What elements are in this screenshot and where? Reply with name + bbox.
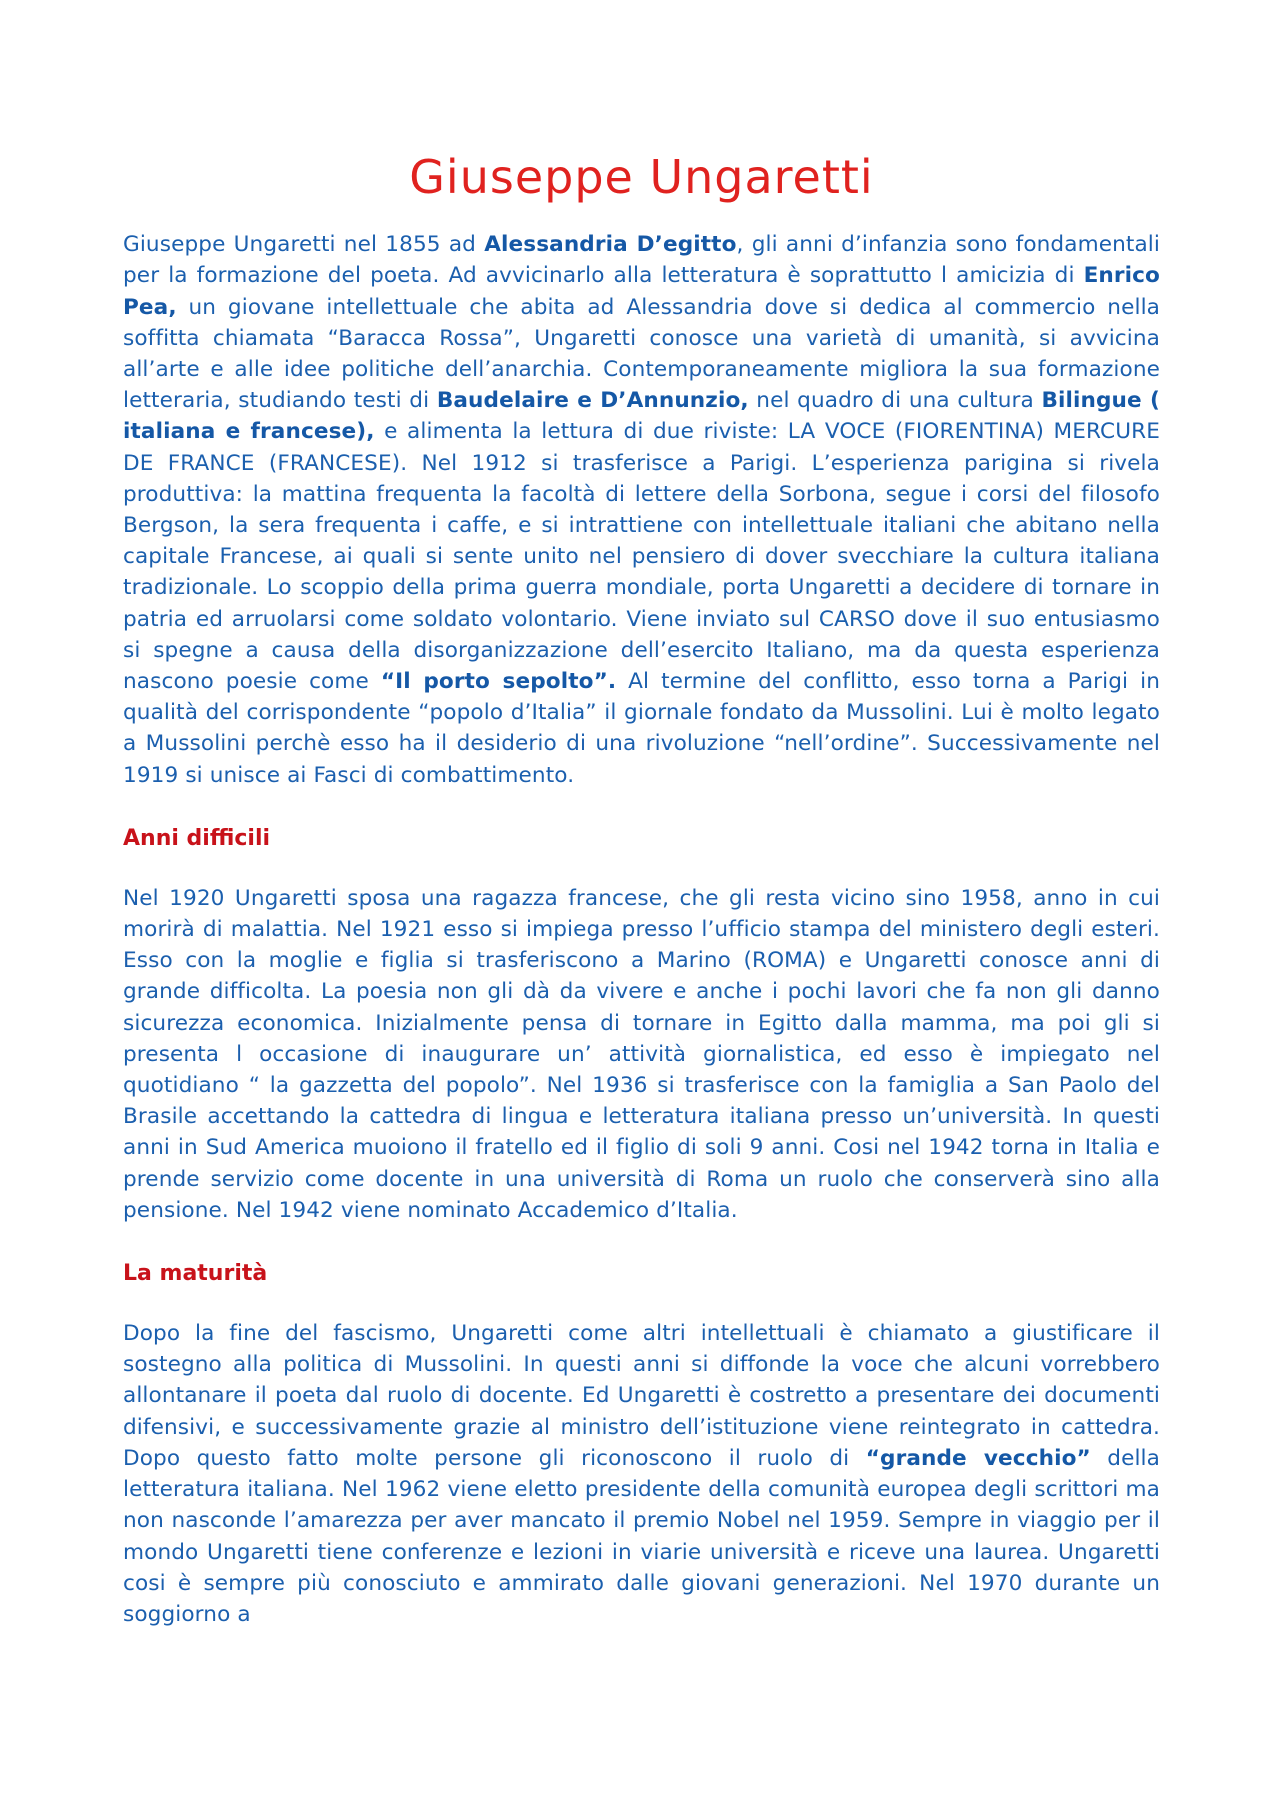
- text-run: e alimenta la lettura di due riviste: LA VOCE (FIORENTINA) MERCURE DE FRANCE (FRANCESE). Nel 1912 si trasferisce a Parigi. L’esperienza parigina si rivela produttiva: la mattina frequenta la facoltà di lettere della Sorbona, segue i corsi del filosofo Bergson, la sera frequenta i caffe, e si intrattiene con intellettuale italiani che abitano nella capitale Francese, ai quali si sente unito nel pensiero di dover svecchiare la cultura italiana tradizionale. Lo scoppio della prima guerra mondiale, porta Ungaretti a decidere di tornare in patria ed arruolarsi come soldato volontario. Viene inviato sul CARSO dove il suo entusiasmo si spegne a causa della disorganizzazione dell’esercito Italiano, ma da questa esperienza nascono poesie come: [123, 419, 1160, 695]
- bold-run: Baudelaire e D’Annunzio,: [436, 388, 749, 414]
- bold-run: Alessandria D’egitto: [484, 232, 737, 258]
- text-run: nel quadro di una cultura: [748, 388, 1042, 414]
- anni-difficili-paragraph: Nel 1920 Ungaretti sposa una ragazza francese, che gli resta vicino sino 1958, anno in cui morirà di malattia. Nel 1921 esso si impiega presso l’ufficio stampa del ministero degli esteri. Esso con la moglie e figlia si trasferiscono a Marino (ROMA) e Ungaretti conosce anni di grande difficolta. La poesia non gli dà da vivere e anche i pochi lavori che fa non gli danno sicurezza economica. Inizialmente pensa di tornare in Egitto dalla mamma, ma poi gli si presenta l occasione di inaugurare un’ attività giornalistica, ed esso è impiegato nel quotidiano “ la gazzetta del popolo”. Nel 1936 si trasferisce con la famiglia a San Paolo del Brasile accettando la cattedra di lingua e letteratura italiana presso un’università. In questi anni in Sud America muoiono il fratello ed il figlio di soli 9 anni. Cosi nel 1942 torna in Italia e prende servizio come docente in una università di Roma un ruolo che conserverà sino alla pensione. Nel 1942 viene nominato Accademico d’Italia.: [123, 885, 1160, 1223]
- intro-paragraph: [123, 229, 1160, 791]
- bold-run: Bilingue ( italiana e francese),: [123, 388, 1160, 445]
- text-run: un giovane intellettuale che abita ad Alessandria dove si dedica al commercio nella soffitta chiamata “Baracca Rossa”, Ungaretti conosce una varietà di umanità, si avvicina all’arte e alle idee politiche dell’anarchia. Contemporaneamente migliora la sua formazione letteraria, studiando testi di: [123, 294, 1160, 414]
- text-run: Giuseppe Ungaretti nel 1855 ad: [123, 232, 485, 258]
- bold-run: “grande vecchio”: [865, 1445, 1091, 1471]
- bold-run: “Il porto sepolto”.: [380, 669, 617, 695]
- section-heading-anni-difficili: Anni difficili: [123, 825, 271, 851]
- text-run: , gli anni d’infanzia sono fondamentali per la formazione del poeta. Ad avvicinarlo alla letteratura è soprattutto l amicizia di: [123, 232, 1160, 289]
- text-run: della letteratura italiana. Nel 1962 viene eletto presidente della comunità europea degli scrittori ma non nasconde l’amarezza per aver mancato il premio Nobel nel 1959. Sempre in viaggio per il mondo Ungaretti tiene conferenze e lezioni in viarie università e riceve una laurea. Ungaretti cosi è sempre più conosciuto e ammirato dalle giovani generazioni. Nel 1970 durante un soggiorno a: [123, 1445, 1160, 1627]
- text-run: Dopo la fine del fascismo, Ungaretti come altri intellettuali è chiamato a giustificare il sostegno alla politica di Mussolini. In questi anni si diffonde la voce che alcuni vorrebbero allontanare il poeta dal ruolo di docente. Ed Ungaretti è costretto a presentare dei documenti difensivi, e successivamente grazie al ministro dell’istituzione viene reintegrato in cattedra. Dopo questo fatto molte persone gli riconoscono il ruolo di: [123, 1321, 1160, 1471]
- bold-run: Enrico Pea,: [123, 263, 1160, 320]
- text-run: Al termine del conflitto, esso torna a Parigi in qualità del corrispondente “popolo d’Italia” il giornale fondato da Mussolini. Lui è molto legato a Mussolini perchè esso ha il desiderio di una rivoluzione “nell’ordine”. Successivamente nel 1919 si unisce ai Fasci di combattimento.: [123, 669, 1160, 788]
- page-title: Giuseppe Ungaretti: [409, 150, 874, 204]
- la-maturita-paragraph: [123, 1318, 1160, 1630]
- section-heading-la-maturita: La maturità: [123, 1261, 268, 1287]
- document-page: [123, 150, 1160, 1630]
